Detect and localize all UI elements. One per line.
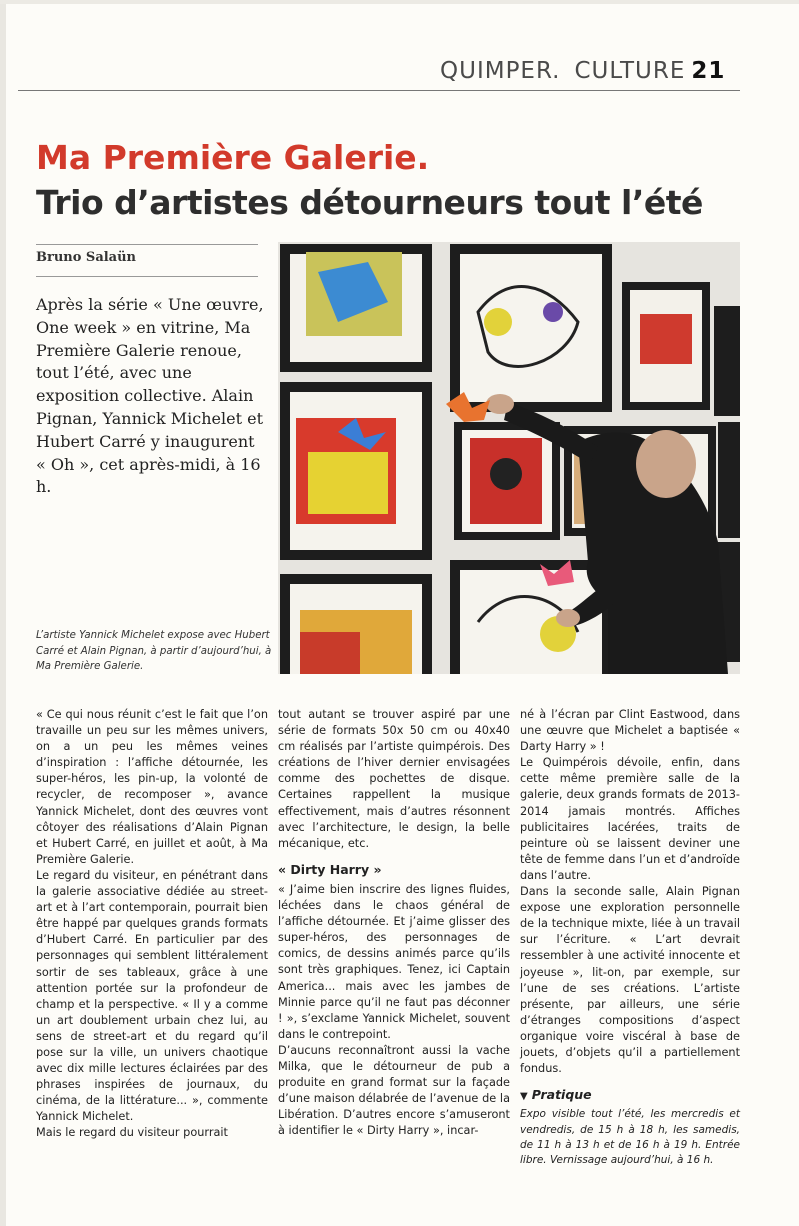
pratique-heading [520, 1087, 740, 1105]
header-section: QUIMPER. [440, 58, 561, 84]
page-number: 21 [691, 58, 726, 84]
col3-paragraph-1: né à l’écran par Clint Eastwood, dans une œuvre que Michelet a baptisée « Darty Harry » ! [520, 708, 740, 754]
article-byline: Bruno Salaün [36, 250, 137, 265]
col2-paragraph-3: D’aucuns reconnaîtront aussi la vache Milka, que le détourneur de pub a produite en grand format sur la façade d’une maison délabrée de l’avenue de la Libération. D’autres encore s’amuseront à identifier le « Dirty Harry », incar- [278, 1043, 510, 1138]
page-header [440, 58, 740, 88]
byline-rule-top [36, 244, 258, 245]
article-kicker: Ma Première Galerie. [36, 138, 430, 177]
header-category: CULTURE [574, 58, 686, 84]
col1-paragraph-2: Le regard du visiteur, en pénétrant dans la galerie associative dédiée au street-art et à l’art contemporain, pourrait bien être happé par quelques grands formats d’Hubert Carré. En particulier par des personnages qui semblent littéralement sortir de ses tableaux, grâce à une attention portée sur la profondeur de champ et la perspective. « Il y a comme un art doublement urbain chez lui, au sens de street-art et du regard qu’il pose sur la ville, un univers chaotique avec dix mille lectures éclairées par des phrases inspirées de journaux, du cinéma, de la littérature... », commente Yannick Michelet. [36, 868, 268, 1124]
body-column-3 [520, 707, 740, 1169]
triangle-down-icon: ▼ [520, 1091, 528, 1103]
col3-paragraph-2: Le Quimpérois dévoile, enfin, dans cette même première salle de la galerie, deux grands formats de 2013-2014 jamais montrés. Affiches publicitaires lacérées, traits de peinture où se laissent deviner une tête de femme dans l’un et d’androïde dans l’autre. [520, 756, 740, 882]
photo-caption: L’artiste Yannick Michelet expose avec Hubert Carré et Alain Pignan, à partir d’aujourd’hui, à Ma Première Galerie. [36, 630, 272, 672]
article-headline: Trio d’artistes détourneurs tout l’été [36, 183, 703, 222]
col2-subhead: « Dirty Harry » [278, 861, 382, 877]
header-rule [18, 90, 740, 91]
col2-paragraph-2: « J’aime bien inscrire des lignes fluides, léchées dans le chaos général de l’affiche détournée. Et j’aime glisser des super-héros, des personnages de comics, de dessins animés parce qu’ils sont très graphiques. Tenez, ici Captain America... mais avec les jambes de Minnie parce qu’il ne faut pas déconner ! », s’exclame Yannick Michelet, souvent dans le contrepoint. [278, 882, 510, 1041]
pratique-title-text: Pratique [531, 1087, 592, 1103]
col3-paragraph-3: Dans la seconde salle, Alain Pignan expose une exploration personnelle de la technique mixte, liée à un travail sur l’écriture. « L’art devrait ressembler à une activité innocente et joyeuse », lit-on, par exemple, sur l’une de ses créations. L’artiste présente, par ailleurs, une série d’étranges compositions d’aspect organique voire viscéral à base de jouets, d’objets qu’il a partiellement fondus. [520, 885, 740, 1076]
paper-edge-left [0, 0, 6, 1226]
article-photo [278, 242, 740, 674]
body-column-2 [278, 707, 510, 1139]
col1-paragraph-3: Mais le regard du visiteur pourrait [36, 1126, 228, 1140]
byline-rule-bottom [36, 276, 258, 277]
paper-edge-top [0, 0, 799, 4]
gallery-photo-illustration [278, 242, 740, 674]
col2-paragraph-1: tout autant se trouver aspiré par une série de formats 50x 50 cm ou 40x40 cm réalisés par l’artiste quimpérois. Des créations de l’hiver dernier envisagées comme des pochettes de disque. Certaines rappellent la musique effectivement, mais d’autres résonnent avec l’architecture, le design, la belle mécanique, etc. [278, 708, 510, 850]
article-lede: Après la série « Une œuvre, One week » en vitrine, Ma Première Galerie renoue, tout l’été, avec une exposition collective. Alain Pignan, Yannick Michelet et Hubert Carré y inaugurent « Oh », cet après-midi, à 16 h. [36, 295, 264, 497]
body-column-1 [36, 707, 268, 1142]
col1-paragraph-1: « Ce qui nous réunit c’est le fait que l’on travaille un peu sur les mêmes univers, on a un peu les mêmes veines d’inspiration : l’affiche détournée, les super-héros, les pin-up, la volonté de recycler, de recomposer », avance Yannick Michelet, dont des œuvres vont côtoyer des réalisations d’Alain Pignan et Hubert Carré, en juillet et août, à Ma Première Galerie. [36, 708, 268, 866]
pratique-info: Expo visible tout l’été, les mercredis et vendredis, de 15 h à 18 h, les samedis, de 11 h à 13 h et de 16 h à 19 h. Entrée libre. Vernissage aujourd’hui, à 16 h. [520, 1108, 740, 1167]
